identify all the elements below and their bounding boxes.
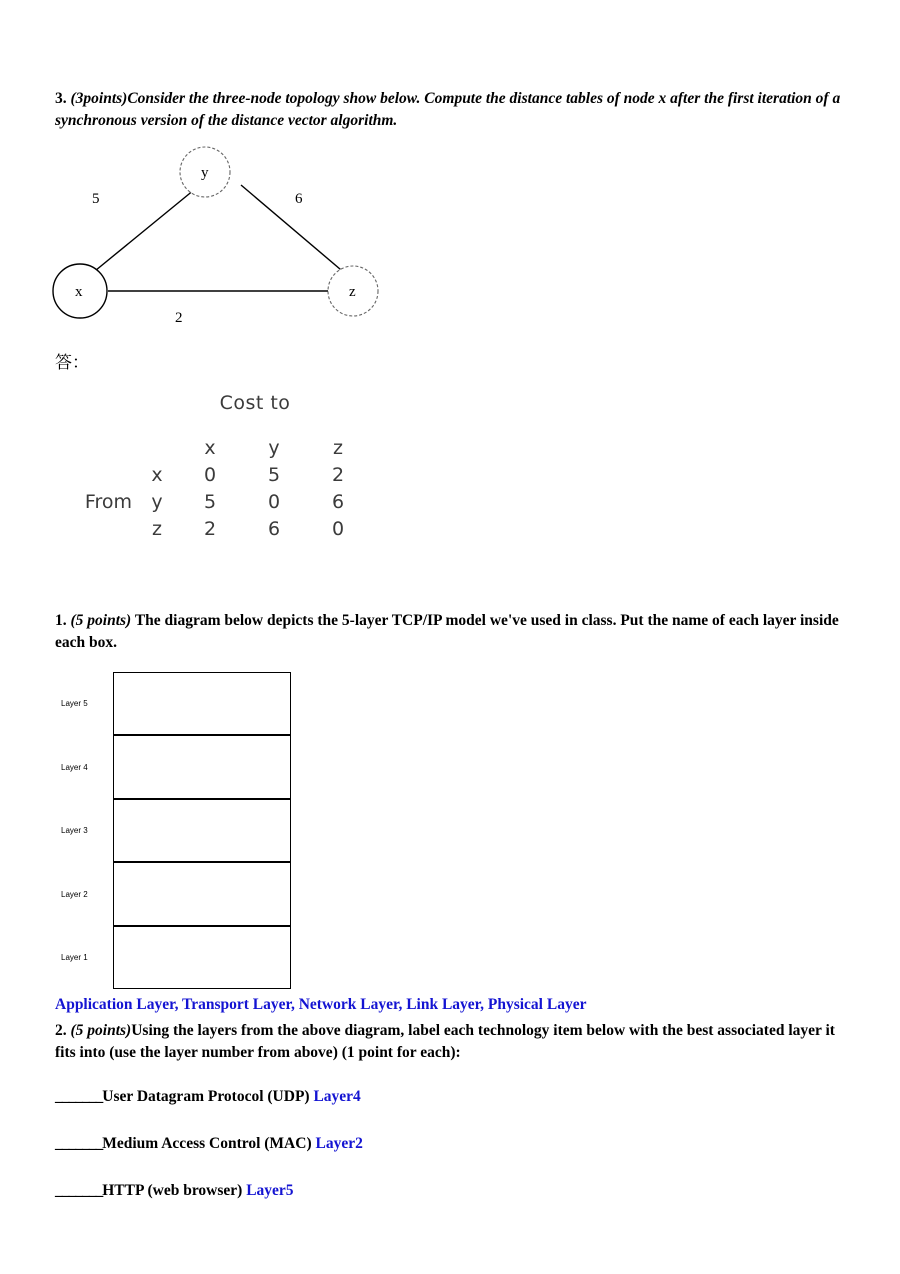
question-3-number: 3. (55, 90, 67, 107)
cell-x-y: 5 (267, 464, 281, 486)
question-3-text (55, 88, 850, 133)
layer-box-2[interactable] (113, 862, 291, 926)
layer-row (55, 799, 295, 863)
row-header-y: y (151, 491, 163, 513)
question-2-text (55, 1020, 845, 1065)
item-answer-udp: Layer4 (313, 1088, 361, 1105)
layer-box-1[interactable] (113, 926, 291, 990)
answer-marker: 答： (55, 353, 89, 373)
question-3-points: (3points) (70, 90, 128, 107)
layer-box-4[interactable] (113, 735, 291, 799)
item-text-http: HTTP (web browser) (102, 1182, 243, 1199)
layer-label-5: Layer 5 (61, 699, 88, 709)
layer-row (55, 926, 295, 990)
question-2-prompt: Using the layers from the above diagram, label each technology item below with the best associated layer it fits into (use the layer number from above) (1 point for each): (55, 1022, 835, 1062)
layer-label-4: Layer 4 (61, 762, 88, 772)
item-text-udp: User Datagram Protocol (UDP) (102, 1088, 310, 1105)
row-header-z: z (152, 518, 162, 540)
question-2-number: 2. (55, 1022, 67, 1039)
node-label-x: x (75, 284, 83, 300)
cell-z-z: 0 (331, 518, 345, 540)
layer-box-3[interactable] (113, 799, 291, 863)
layer-row (55, 863, 295, 927)
distance-grid (60, 436, 420, 542)
from-label: From (84, 491, 132, 513)
layer-diagram (55, 672, 295, 984)
answer-blank-2[interactable]: _______ (55, 1135, 103, 1152)
cost-to-label: Cost to (219, 392, 291, 414)
topology-diagram (45, 145, 445, 340)
question-1-number: 1. (55, 612, 67, 629)
col-header-x: x (204, 437, 216, 459)
cell-x-z: 2 (331, 464, 345, 486)
item-text-mac: Medium Access Control (MAC) (102, 1135, 312, 1152)
layer-names-answer: Application Layer, Transport Layer, Network Layer, Link Layer, Physical Layer (55, 996, 587, 1013)
edge-cost-x-z: 2 (175, 310, 183, 326)
cell-y-x: 5 (203, 491, 217, 513)
answer-blank-1[interactable]: _______ (55, 1088, 103, 1105)
cell-z-y: 6 (267, 518, 281, 540)
question-3-prompt: Consider the three-node topology show below. Compute the distance tables of node x after the first iteration of a synchronous version of the distance vector algorithm. (55, 90, 841, 130)
edge-y-z (241, 185, 347, 275)
node-label-z: z (349, 284, 356, 300)
grid-corner-blank2 (136, 436, 178, 461)
node-label-y: y (201, 165, 209, 181)
item-answer-mac: Layer2 (315, 1135, 363, 1152)
layer-label-3: Layer 3 (61, 826, 88, 836)
edge-cost-x-y: 5 (92, 191, 100, 207)
col-header-z: z (333, 437, 343, 459)
layer-label-2: Layer 2 (61, 889, 88, 899)
technology-item-list (55, 1088, 755, 1229)
distance-table (60, 392, 420, 542)
question-1-points: (5 points) (70, 612, 132, 629)
row-label-blank-2 (60, 517, 136, 542)
col-header-y: y (268, 437, 280, 459)
question-1-prompt: The diagram below depicts the 5-layer TCP/IP model we've used in class. Put the name of each layer inside each box. (55, 612, 839, 652)
cell-z-x: 2 (203, 518, 217, 540)
row-header-x: x (151, 464, 163, 486)
grid-corner-blank (60, 436, 136, 461)
layer-row (55, 736, 295, 800)
question-1-text (55, 610, 845, 655)
layer-row (55, 672, 295, 736)
layer-box-5[interactable] (113, 672, 291, 736)
row-label-blank-1 (60, 463, 136, 488)
list-item (55, 1135, 755, 1182)
answer-blank-3[interactable]: _______ (55, 1182, 103, 1199)
list-item (55, 1182, 755, 1229)
layer-label-1: Layer 1 (61, 953, 88, 963)
list-item (55, 1088, 755, 1135)
edge-x-y (90, 185, 200, 275)
cell-y-y: 0 (267, 491, 281, 513)
question-2-points: (5 points) (70, 1022, 132, 1039)
edge-cost-y-z: 6 (295, 191, 303, 207)
item-answer-http: Layer5 (246, 1182, 294, 1199)
cell-y-z: 6 (331, 491, 345, 513)
cell-x-x: 0 (203, 464, 217, 486)
